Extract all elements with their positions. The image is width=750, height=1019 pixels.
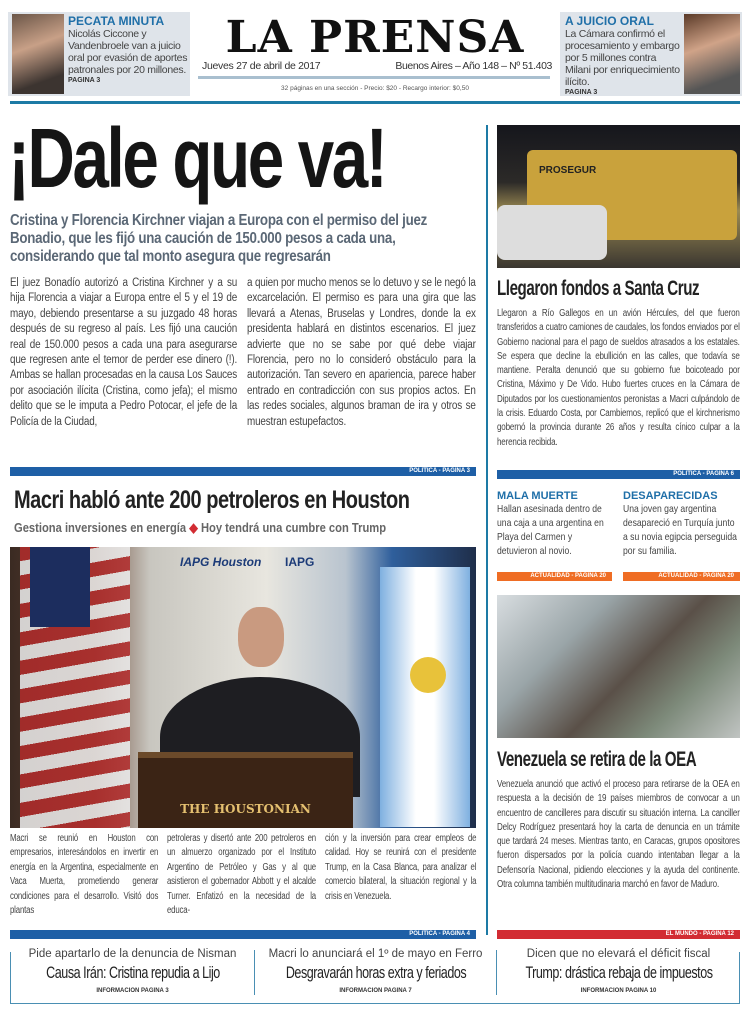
speaker-face [238, 607, 284, 667]
section-link[interactable]: ACTUALIDAD - PAGINA 20 [623, 572, 740, 581]
teaser-photo [12, 14, 64, 94]
teaser-page: PAGINA 3 [565, 89, 598, 96]
photo-sign: IAPG [285, 555, 315, 569]
brief-item[interactable] [497, 490, 614, 558]
macri-body-col2: petroleras y disertó ante 200 petroleros en un almuerzo organizado por el Instituto Argentino de Petróleo y Gas y al que asistieron el gobernador Abbott y el alcalde Turner. Enfatizó en la necesidad de la educa- [167, 833, 316, 917]
brief-text: Hallan asesinada dentro de una caja a una argentina en Playa del Carmen y detuvieron al novio. [497, 503, 604, 557]
section-link[interactable]: ACTUALIDAD - PAGINA 20 [497, 572, 612, 581]
santacruz-photo [497, 125, 740, 268]
car [497, 205, 607, 260]
masthead-rule [198, 76, 550, 79]
issue-number: Buenos Aires – Año 148 – Nº 51.403 [395, 60, 552, 72]
brief-kicker: DESAPARECIDAS [623, 490, 718, 502]
footer-kicker: Macri lo anunciará el 1º de mayo en Ferro [268, 948, 483, 960]
price-line: 32 páginas en una sección - Precio: $20 - Recargo interior: $0,50 [281, 85, 469, 92]
newspaper-logo: LA PRENSA [225, 12, 525, 63]
macri-body-col1: Macri se reunió en Houston con empresarios, interesándolos en invertir en energía en la Argentina, especialmente en Vaca Muerta, prometiendo generar condiciones para el desarrollo. Visitó dos plantas [10, 833, 159, 917]
venezuela-photo [497, 595, 740, 738]
footer-story[interactable] [11, 948, 254, 994]
teaser-left[interactable] [8, 12, 190, 96]
teaser-kicker: PECATA MINUTA [68, 14, 165, 28]
argentina-flag [380, 567, 470, 827]
venezuela-body: Venezuela anunció que activó el proceso para retirarse de la OEA en respuesta a la decisión de 19 países miembros de convocar a un encuentro de cancilleres para discutir su situación interna. La canciller Delcy Rodríguez presentará hoy la carta de denuncia en un trámite que tardará 24 meses. Mientras tanto, en Caracas, grupos opositores fueron dispersados por la policía cuando intentaban llegar a la Defensoría Nacional, pidiendo elecciones y la ayuda del continente. Otra columna también multitudinaria marchó en favor de Maduro. [497, 779, 740, 891]
macri-subhead [14, 520, 386, 536]
sun-emblem [410, 657, 446, 693]
teaser-photo [684, 14, 740, 94]
lead-subhead: Cristina y Florencia Kirchner viajan a Europa con el permiso del juez Bonadio, que les fijó una caución de 150.000 pesos a cada una, considerando que tal monto asegura que regresarán [10, 212, 428, 265]
masthead-divider [10, 101, 740, 104]
section-link[interactable]: EL MUNDO - PAGINA 12 [497, 930, 740, 939]
santacruz-body: Llegaron a Río Gallegos en un avión Hércules, del que fueron transferidos a cuatro camiones de caudales, los fondos enviados por el Gobierno nacional para el pago de sueldos atrasados a los estatales. Se espera que decline la ebullición en las calles, que todavía se mantiene. Peralta denunció que su gobierno fue boicoteado por Cristina, Máximo y De Vido. Hubo fuertes cruces en la Cámara de Diputados por los cuestionamientos peronistas a Macri culpándolo de la crisis. Eduardo Costa, por Cambiemos, replicó que el kirchnerismo gobernó la provincia durante 26 años y resulta cínico culpar a la herencia recibida. [497, 308, 740, 448]
lead-body-col1: El juez Bonadío autorizó a Cristina Kirchner y a su hija Florencia a viajar a Europa entre el 5 y el 19 de mayo, debiendo presentarse a su juzgado 48 horas después de su regreso al país. Les fijó una caución real de 150.000 pesos a cada una para asegurarse que regresen ante el temor de perder ese dinero (!). Ambas se hallan procesadas en la causa Los Sauces por asociación ilícita (Cristina, como jefa); el mismo delito que se le imputa a Pedro Potocar, el jefe de la Policía de la Ciudad, [10, 277, 238, 428]
lead-body-col2: a quien por mucho menos se lo detuvo y se le negó la excarcelación. El permiso es para una gira que las llevará a Atenas, Bruselas y Londres, donde la ex presidenta hablará en distintos escenarios. El juez advierte que no se sabe por qué debe viajar Florencia, pero no lo consideró obstáculo para la autorización. Tan severo en apariencia, parece haber entrado en contradicción con sus propios actos. En las redes sociales, algunos braman de ira y otros se muestran estupefactos. [247, 277, 476, 428]
brief-kicker: MALA MUERTE [497, 490, 578, 502]
subhead-part: Hoy tendrá una cumbre con Trump [200, 520, 387, 535]
truck-label: PROSEGUR [539, 165, 597, 176]
footer-page: INFORMACION PAGINA 3 [96, 988, 169, 994]
footer-headline: Causa Irán: Cristina repudia a Lijo [45, 964, 220, 982]
section-link[interactable]: POLITICA - PAGINA 4 [10, 930, 476, 939]
macri-body-col3: ción y la inversión para crear empleos de calidad. Hoy se reunirá con el presidente Trump, en la Casa Blanca, para analizar el comercio bilateral, la situación regional y la crisis en Venezuela. [325, 833, 477, 902]
teaser-page: PAGINA 3 [68, 77, 101, 84]
photo-sign: IAPG Houston [180, 555, 262, 569]
column-divider [486, 125, 488, 935]
footer-kicker: Dicen que no elevará el déficit fiscal [526, 948, 711, 960]
footer-headline: Trump: drástica rebaja de impuestos [524, 964, 713, 982]
lead-headline[interactable]: ¡Dale que va! [8, 111, 386, 205]
footer-page: INFORMACION PAGINA 7 [339, 988, 412, 994]
teaser-kicker: A JUICIO ORAL [565, 14, 654, 28]
flag-canton [30, 547, 90, 627]
footer-kicker: Pide apartarlo de la denuncia de Nisman [28, 948, 237, 960]
venezuela-headline[interactable]: Venezuela se retira de la OEA [497, 748, 697, 771]
footer-story[interactable] [254, 948, 497, 994]
teaser-text: Nicolás Ciccone y Vandenbroele van a juicio oral por evasión de aportes patronales por 20 millones. [68, 28, 188, 76]
footer-headline: Desgravarán horas extra y feriados [285, 964, 466, 982]
diamond-icon: ◆ [189, 520, 198, 535]
teaser-right[interactable] [560, 12, 742, 96]
brief-item[interactable] [623, 490, 740, 558]
macri-photo [10, 547, 476, 828]
footer-story[interactable] [497, 948, 740, 994]
santacruz-headline[interactable]: Llegaron fondos a Santa Cruz [497, 277, 700, 300]
podium [138, 752, 353, 828]
issue-date: Jueves 27 de abril de 2017 [202, 60, 321, 72]
macri-headline[interactable]: Macri habló ante 200 petroleros en Houston [14, 486, 410, 514]
teaser-text: La Cámara confirmó el procesamiento y embargo por 5 millones contra Milani por enriquecimiento ilícito. [565, 28, 680, 88]
brief-text: Una joven gay argentina desapareció en Turquía junto a su novia egipcia perseguida por su familia. [623, 503, 737, 557]
section-link[interactable]: POLITICA - PAGINA 6 [497, 470, 740, 479]
footer-page: INFORMACION PAGINA 10 [580, 988, 657, 994]
section-link[interactable]: POLITICA - PAGINA 3 [10, 467, 476, 476]
podium-label: THE HOUSTONIAN [180, 802, 311, 816]
subhead-part: Gestiona inversiones en energía [14, 520, 187, 535]
